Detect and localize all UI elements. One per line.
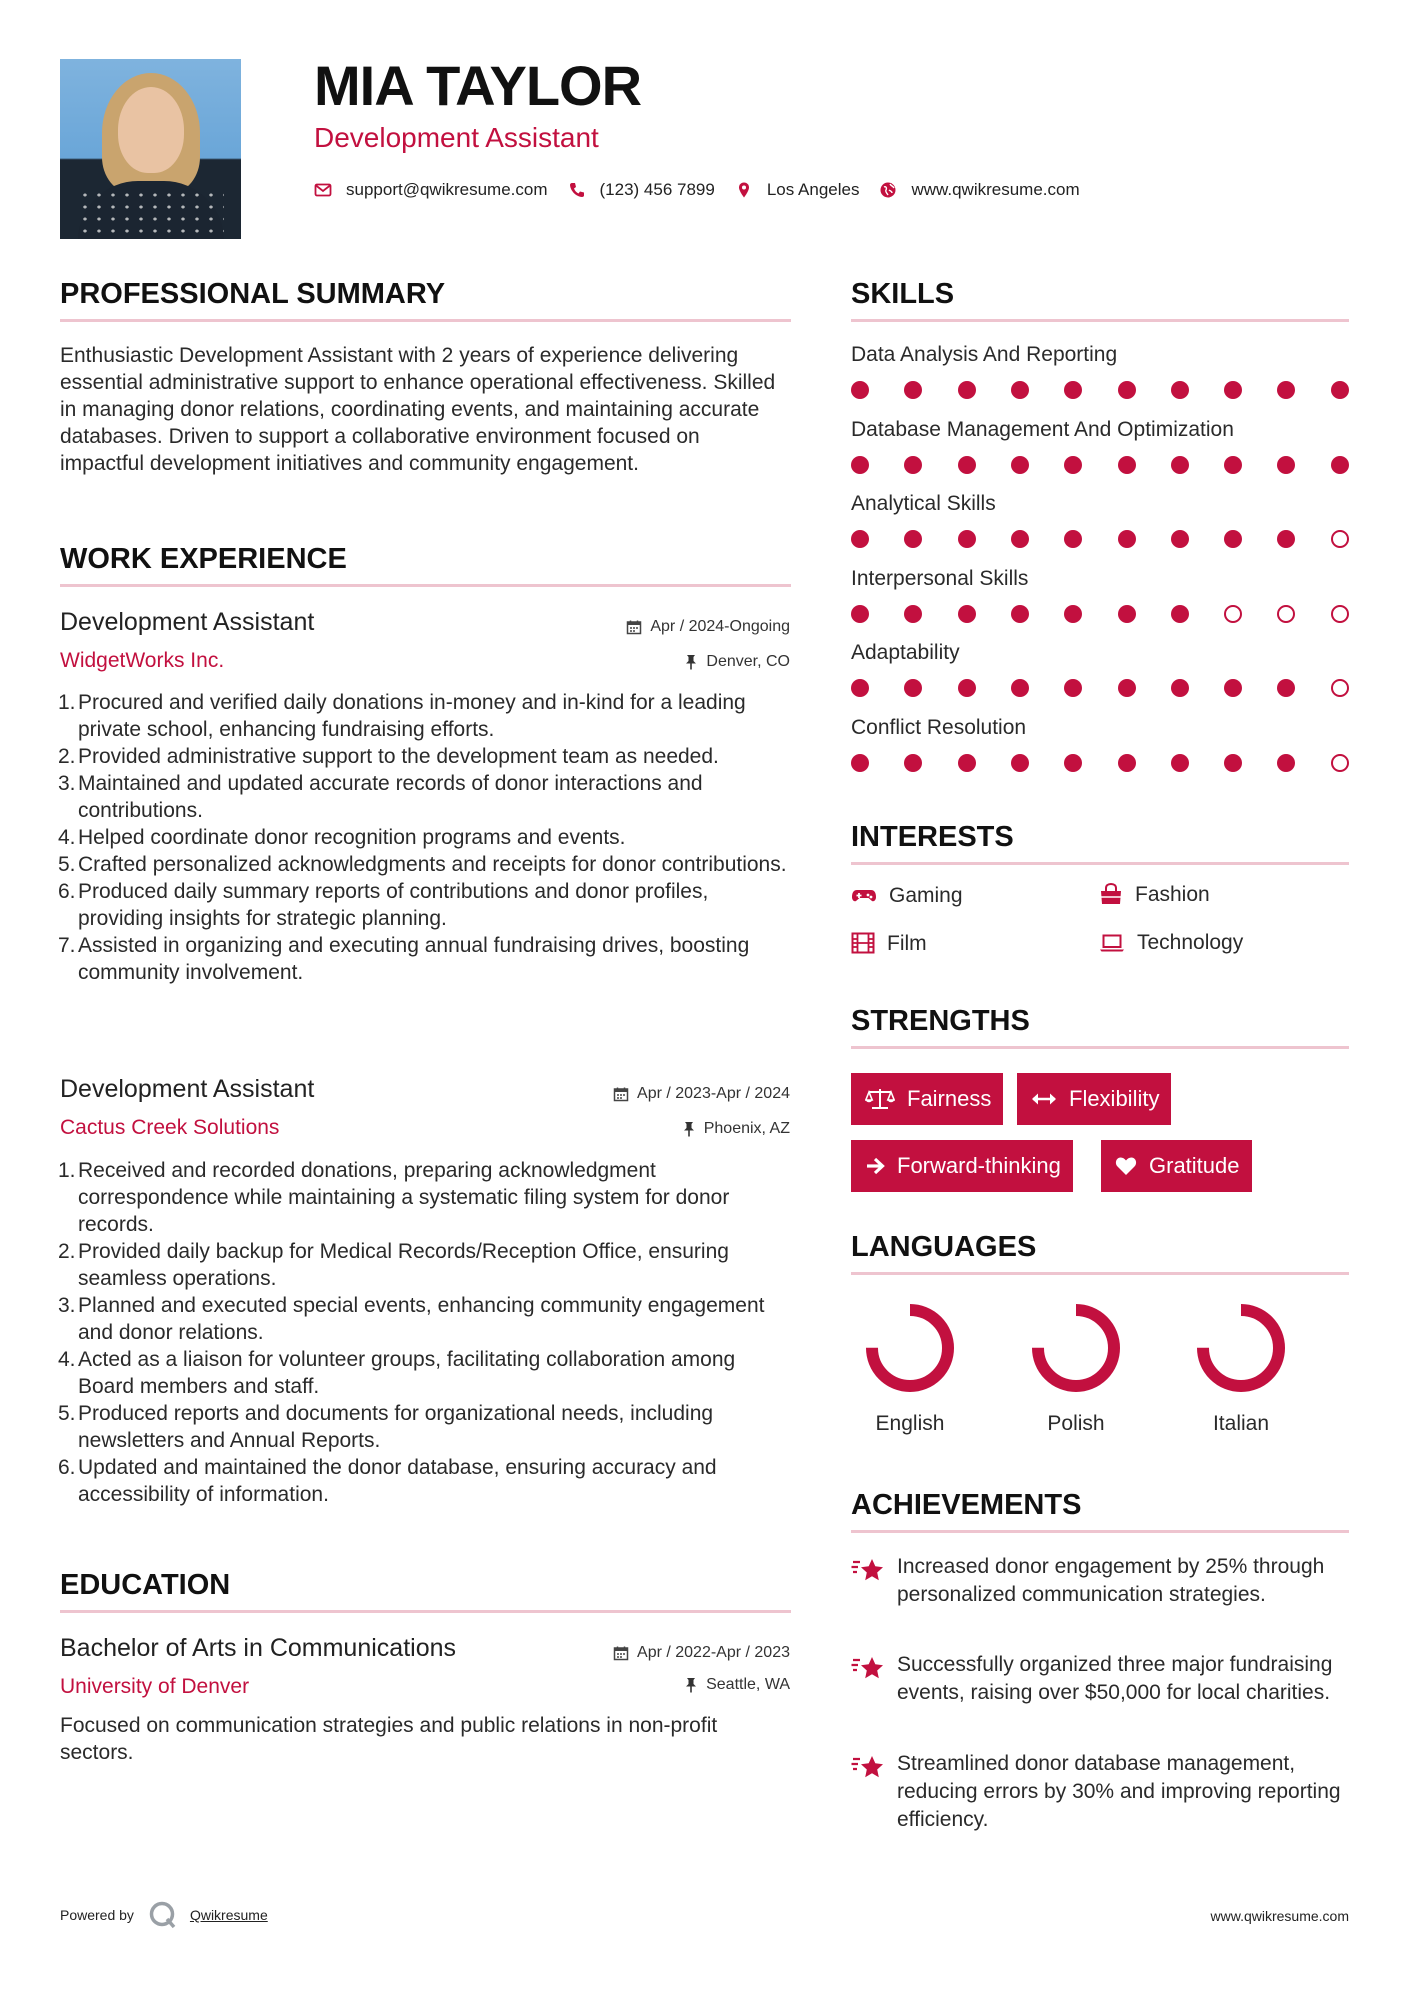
job-responsibilities [60, 689, 790, 986]
language-gauge [860, 1298, 960, 1398]
language-gauge-arc [1038, 1310, 1114, 1386]
footer-website[interactable]: www.qwikresume.com [1210, 1908, 1349, 1924]
skill-label: Interpersonal Skills [851, 566, 1029, 590]
map-marker-icon [735, 181, 753, 199]
rating-dot-filled [1064, 605, 1082, 623]
responsibility-item: 2. Provided administrative support to the development team as needed. [58, 745, 719, 768]
rating-dot-filled [1011, 381, 1029, 399]
job-responsibilities [60, 1157, 790, 1508]
job-location-text: Phoenix, AZ [703, 1120, 790, 1137]
responsibility-item: 1. Received and recorded donations, preparing acknowledgment correspondence while maintaining a systematic filing system for donor records. [58, 1159, 730, 1236]
rating-dot-filled [1171, 754, 1189, 772]
language-gauge [1026, 1298, 1126, 1398]
achievement-item [851, 1651, 1351, 1707]
rating-dot-filled [851, 679, 869, 697]
rating-dot-filled [1064, 381, 1082, 399]
balance-scale-icon [865, 1088, 895, 1110]
responsibility-text: Updated and maintained the donor database, ensuring accuracy and accessibility of information. [78, 1456, 717, 1506]
gamepad-icon [851, 887, 877, 905]
laptop-icon [1099, 933, 1125, 953]
contact-bar [314, 177, 1100, 203]
footer-powered-by [60, 1900, 268, 1930]
strengths-divider [851, 1046, 1349, 1049]
strength-label: Flexibility [1069, 1086, 1160, 1111]
rating-dot-filled [1064, 754, 1082, 772]
rating-dot-filled [1224, 456, 1242, 474]
degree-title: Bachelor of Arts in Communications [60, 1634, 457, 1662]
responsibility-item: 2. Provided daily backup for Medical Records/Reception Office, ensuring seamless operations. [58, 1240, 729, 1290]
skill-rating [851, 679, 1349, 699]
language-label: Polish [1047, 1412, 1105, 1435]
rating-dot-filled [958, 530, 976, 548]
rating-dot-filled [1171, 381, 1189, 399]
skill-rating [851, 530, 1349, 550]
rating-dot-filled [1118, 381, 1136, 399]
responsibility-item: 4. Helped coordinate donor recognition programs and events. [58, 826, 626, 849]
rating-dot-filled [1171, 679, 1189, 697]
school-name: University of Denver [60, 1675, 250, 1698]
job-company: Cactus Creek Solutions [60, 1116, 280, 1139]
pushpin-icon [684, 1677, 698, 1693]
strengths-heading: STRENGTHS [851, 1005, 1030, 1037]
rating-dot-filled [1277, 456, 1295, 474]
education-text: Focused on communication strategies and public relations in non-profit sectors. [60, 1714, 718, 1764]
rating-dot-filled [958, 605, 976, 623]
skill-label: Conflict Resolution [851, 715, 1027, 739]
rating-dot-filled [1171, 605, 1189, 623]
rating-dot-filled [958, 381, 976, 399]
responsibility-text: Assisted in organizing and executing annual fundraising drives, boosting community involvement. [78, 934, 750, 984]
responsibility-text: Helped coordinate donor recognition programs and events. [78, 826, 626, 849]
achievement-item [851, 1553, 1351, 1609]
interests-divider [851, 862, 1349, 865]
experience-divider [60, 584, 791, 587]
pushpin-icon [682, 1121, 696, 1137]
rating-dot-filled [851, 456, 869, 474]
skill-rating [851, 605, 1349, 625]
rating-dot-filled [1224, 754, 1242, 772]
strength-tag [1017, 1073, 1171, 1125]
location-text: Los Angeles [766, 180, 860, 199]
candidate-title: Development Assistant [314, 122, 599, 153]
arrows-horizontal-icon [1031, 1091, 1057, 1107]
rating-dot-filled [1331, 381, 1349, 399]
rating-dot-empty [1331, 530, 1349, 548]
rating-dot-filled [1331, 456, 1349, 474]
responsibility-item: 5. Produced reports and documents for organizational needs, including newsletters and Annual Reports. [58, 1402, 714, 1452]
achievement-text: Successfully organized three major fundraising events, raising over $50,000 for local charities. [897, 1653, 1333, 1704]
email-text: support@qwikresume.com [346, 180, 548, 199]
responsibility-item: 4. Acted as a liaison for volunteer groups, facilitating collaboration among Board members and staff. [58, 1348, 736, 1398]
education-location [684, 1677, 790, 1693]
achievement-item [851, 1750, 1351, 1834]
job-location [682, 1121, 790, 1137]
contact-website[interactable] [879, 180, 1079, 200]
job-dates-text: Apr / 2023-Apr / 2024 [637, 1085, 790, 1102]
rating-dot-filled [1064, 530, 1082, 548]
skill-rating [851, 381, 1349, 401]
heart-icon [1115, 1156, 1137, 1176]
rating-dot-filled [1118, 679, 1136, 697]
rating-dot-filled [1224, 679, 1242, 697]
achievements-heading: ACHIEVEMENTS [851, 1489, 1082, 1521]
contact-location [735, 180, 860, 200]
responsibility-text: Provided daily backup for Medical Records/Reception Office, ensuring seamless operations. [78, 1240, 729, 1290]
experience-heading: WORK EXPERIENCE [60, 543, 347, 575]
shopping-bag-icon [1099, 883, 1123, 905]
responsibility-text: Acted as a liaison for volunteer groups, facilitating collaboration among Board members and staff. [78, 1348, 736, 1398]
responsibility-text: Produced reports and documents for organizational needs, including newsletters and Annual Reports. [78, 1402, 714, 1452]
responsibility-item: 5. Crafted personalized acknowledgments and receipts for donor contributions. [58, 853, 787, 876]
envelope-icon [314, 181, 332, 199]
language-item [1016, 1298, 1136, 1436]
arrow-right-icon [865, 1156, 885, 1176]
strength-label: Forward-thinking [897, 1153, 1061, 1178]
responsibility-text: Procured and verified daily donations in-money and in-kind for a leading private school, enhancing fundraising efforts. [78, 691, 746, 741]
calendar-icon [613, 1086, 629, 1102]
education-dates [613, 1645, 790, 1661]
achievements-divider [851, 1530, 1349, 1533]
achievement-star-icon [851, 1655, 885, 1683]
rating-dot-empty [1331, 754, 1349, 772]
language-label: English [875, 1412, 945, 1435]
strength-label: Fairness [907, 1086, 992, 1111]
film-icon [851, 932, 875, 954]
rating-dot-filled [904, 754, 922, 772]
interest-item [851, 885, 963, 906]
responsibility-item: 3. Maintained and updated accurate records of donor interactions and contributions. [58, 772, 703, 822]
responsibility-item: 6. Updated and maintained the donor database, ensuring accuracy and accessibility of information. [58, 1456, 717, 1506]
rating-dot-empty [1224, 605, 1242, 623]
interest-item [1099, 932, 1243, 953]
language-item [1181, 1298, 1301, 1436]
rating-dot-filled [904, 679, 922, 697]
rating-dot-filled [1277, 679, 1295, 697]
responsibility-text: Maintained and updated accurate records of donor interactions and contributions. [78, 772, 703, 822]
rating-dot-filled [851, 605, 869, 623]
education-location-text: Seattle, WA [706, 1676, 790, 1693]
calendar-icon [613, 1645, 629, 1661]
responsibility-text: Provided administrative support to the development team as needed. [78, 745, 719, 768]
job-dates [613, 1086, 790, 1102]
rating-dot-filled [851, 530, 869, 548]
contact-phone[interactable] [568, 180, 715, 200]
languages-divider [851, 1272, 1349, 1275]
languages-heading: LANGUAGES [851, 1231, 1037, 1263]
achievement-star-icon [851, 1754, 885, 1782]
responsibility-text: Received and recorded donations, preparing acknowledgment correspondence while maintaining a systematic filing system for donor records. [78, 1159, 730, 1236]
rating-dot-filled [1277, 530, 1295, 548]
phone-icon [568, 181, 586, 199]
education-divider [60, 1610, 791, 1613]
pushpin-icon [684, 654, 698, 670]
job-location-text: Denver, CO [706, 653, 790, 670]
qwikresume-logo-icon [148, 1900, 178, 1930]
responsibility-text: Planned and executed special events, enhancing community engagement and donor relations. [78, 1294, 765, 1344]
interest-label: Fashion [1135, 882, 1210, 906]
responsibility-item: 7. Assisted in organizing and executing annual fundraising drives, boosting community involvement. [58, 934, 750, 984]
skills-heading: SKILLS [851, 278, 955, 310]
rating-dot-filled [1118, 530, 1136, 548]
rating-dot-filled [1277, 381, 1295, 399]
skill-rating [851, 456, 1349, 476]
summary-text: Enthusiastic Development Assistant with 2 years of experience delivering essential administrative support to enhance operational effectiveness. Skilled in managing donor relations, coordinating events, and maintaining accurate databases. Driven to support a collaborative environment focused on impactful development initiatives and community engagement. [60, 344, 776, 475]
rating-dot-filled [904, 530, 922, 548]
powered-by-text: Powered by [60, 1907, 134, 1923]
job-dates [626, 619, 790, 635]
globe-icon [879, 181, 897, 199]
rating-dot-filled [904, 456, 922, 474]
interest-label: Gaming [889, 884, 963, 907]
summary-divider [60, 319, 791, 322]
responsibility-text: Crafted personalized acknowledgments and receipts for donor contributions. [78, 853, 787, 876]
strength-tag [851, 1073, 1003, 1125]
rating-dot-filled [851, 754, 869, 772]
language-label: Italian [1212, 1412, 1270, 1435]
job-location [684, 654, 790, 670]
rating-dot-filled [1277, 754, 1295, 772]
interests-heading: INTERESTS [851, 821, 1014, 853]
responsibility-text: Produced daily summary reports of contributions and donor profiles, providing insights for strategic planning. [78, 880, 709, 930]
skill-label: Database Management And Optimization [851, 417, 1234, 441]
achievement-text: Streamlined donor database management, reducing errors by 30% and improving reporting efficiency. [897, 1752, 1341, 1831]
rating-dot-filled [1118, 456, 1136, 474]
rating-dot-filled [1011, 605, 1029, 623]
strength-tag [851, 1140, 1073, 1192]
rating-dot-filled [958, 679, 976, 697]
skill-label: Data Analysis And Reporting [851, 343, 1118, 366]
profile-photo [60, 59, 241, 239]
strength-label: Gratitude [1149, 1153, 1240, 1178]
rating-dot-empty [1277, 605, 1295, 623]
rating-dot-filled [958, 456, 976, 474]
rating-dot-filled [1011, 679, 1029, 697]
skill-label: Analytical Skills [851, 492, 996, 515]
rating-dot-filled [904, 381, 922, 399]
contact-email[interactable] [314, 180, 548, 200]
language-gauge [1191, 1298, 1291, 1398]
language-gauge-arc [872, 1310, 948, 1386]
strength-tag [1101, 1140, 1252, 1192]
website-text: www.qwikresume.com [911, 180, 1080, 199]
job-title: Development Assistant [60, 608, 315, 636]
rating-dot-empty [1331, 679, 1349, 697]
calendar-icon [626, 619, 642, 635]
interest-item [851, 932, 927, 954]
job-dates-text: Apr / 2024-Ongoing [650, 618, 790, 635]
rating-dot-filled [1011, 530, 1029, 548]
rating-dot-filled [958, 754, 976, 772]
skill-rating [851, 754, 1349, 774]
interest-label: Film [887, 931, 927, 955]
language-gauge-arc [1203, 1310, 1279, 1386]
rating-dot-empty [1331, 605, 1349, 623]
interest-item [1099, 883, 1210, 905]
rating-dot-filled [1224, 530, 1242, 548]
rating-dot-filled [1171, 456, 1189, 474]
skills-divider [851, 319, 1349, 322]
responsibility-item: 1. Procured and verified daily donations in-money and in-kind for a leading private school, enhancing fundraising efforts. [58, 691, 746, 741]
job-company: WidgetWorks Inc. [60, 649, 225, 672]
candidate-name: MIA TAYLOR [314, 54, 642, 117]
rating-dot-filled [851, 381, 869, 399]
interest-label: Technology [1137, 931, 1244, 954]
achievement-star-icon [851, 1557, 885, 1585]
rating-dot-filled [1118, 605, 1136, 623]
job-title: Development Assistant [60, 1075, 315, 1103]
rating-dot-filled [1064, 679, 1082, 697]
rating-dot-filled [1224, 381, 1242, 399]
education-dates-text: Apr / 2022-Apr / 2023 [637, 1644, 790, 1661]
skill-label: Adaptability [851, 641, 960, 664]
rating-dot-filled [1064, 456, 1082, 474]
brand-link[interactable]: Qwikresume [189, 1907, 268, 1923]
education-heading: EDUCATION [60, 1569, 231, 1601]
rating-dot-filled [1171, 530, 1189, 548]
rating-dot-filled [1118, 754, 1136, 772]
rating-dot-filled [904, 605, 922, 623]
language-item [850, 1298, 970, 1436]
achievement-text: Increased donor engagement by 25% through personalized communication strategies. [897, 1555, 1325, 1606]
summary-heading: PROFESSIONAL SUMMARY [60, 278, 446, 310]
rating-dot-filled [1011, 754, 1029, 772]
rating-dot-filled [1011, 456, 1029, 474]
responsibility-item: 3. Planned and executed special events, enhancing community engagement and donor relations. [58, 1294, 765, 1344]
responsibility-item: 6. Produced daily summary reports of contributions and donor profiles, providing insights for strategic planning. [58, 880, 709, 930]
phone-text: (123) 456 7899 [599, 180, 715, 199]
